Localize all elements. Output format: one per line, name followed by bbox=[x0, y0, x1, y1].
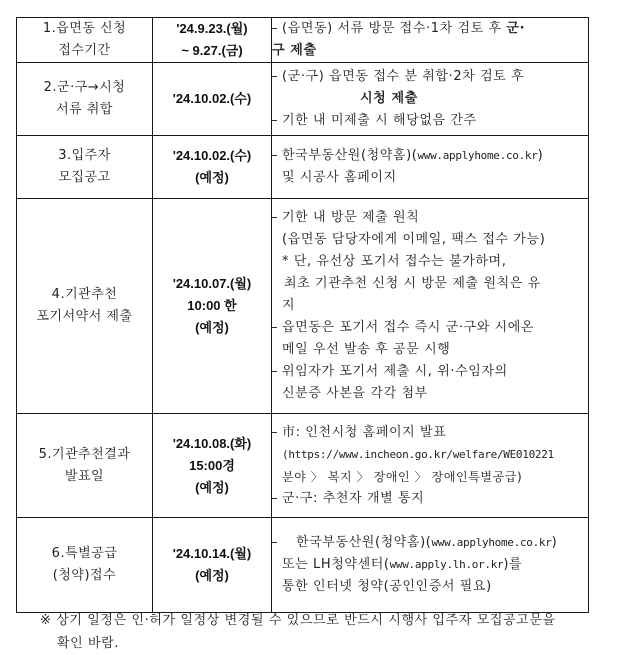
date-line: (예정) bbox=[195, 479, 229, 495]
content-text: 한국부동산원(청약홈)( bbox=[296, 535, 432, 550]
content-text: (읍면동) 서류 방문 접수·1차 검토 후 bbox=[282, 21, 507, 36]
content-line: 지 bbox=[282, 298, 296, 313]
date-line: '24.10.02.(수) bbox=[172, 91, 252, 106]
stage-line: 접수기간 bbox=[58, 43, 111, 58]
content-line: 市: 인천시청 홈페이지 발표 bbox=[272, 422, 588, 444]
date-line: '24.10.14.(월) bbox=[172, 546, 252, 561]
content-line bbox=[272, 532, 588, 554]
content-text: ) bbox=[551, 535, 558, 550]
date-line: (예정) bbox=[195, 568, 229, 583]
content-line: 기한 내 방문 제출 원칙 bbox=[272, 207, 588, 229]
content-text: ) bbox=[537, 148, 544, 163]
content-line: 최초 기관추천 신청 시 방문 제출 원칙은 유 bbox=[284, 276, 541, 291]
stage-line: 5.기관추천결과 bbox=[38, 446, 131, 462]
content-cell bbox=[272, 199, 589, 414]
stage-line: 발표일 bbox=[64, 468, 105, 484]
stage-line: 6.특별공급 bbox=[51, 546, 118, 561]
date-line: 10:00 한 bbox=[187, 298, 237, 313]
footnote bbox=[40, 609, 600, 655]
stage-cell bbox=[17, 414, 153, 518]
content-cell bbox=[272, 518, 589, 613]
content-line: * 단, 유선상 포기서 접수는 불가하며, bbox=[282, 254, 507, 269]
stage-cell bbox=[17, 518, 153, 613]
applyhome-url: www.applyhome.co.kr bbox=[417, 149, 538, 162]
date-cell bbox=[153, 18, 272, 63]
content-line: 통한 인터넷 청약(공인인증서 필요) bbox=[282, 579, 492, 594]
content-line: (군·구) 읍면동 접수 분 취합·2차 검토 후 bbox=[272, 66, 588, 88]
table-row bbox=[17, 199, 589, 414]
date-line: (예정) bbox=[195, 320, 229, 335]
stage-line: 4.기관추천 bbox=[51, 287, 118, 302]
date-line: '24.10.02.(수) bbox=[172, 148, 252, 163]
date-cell bbox=[153, 199, 272, 414]
stage-cell bbox=[17, 136, 153, 199]
stage-line: (청약)접수 bbox=[52, 568, 117, 583]
content-line: 군·구: 추천자 개별 통지 bbox=[272, 488, 588, 510]
table-row bbox=[17, 136, 589, 199]
content-text: 한국부동산원(청약홈)( bbox=[282, 148, 418, 163]
date-line: (예정) bbox=[195, 170, 229, 185]
content-line: 신분증 사본을 각각 첨부 bbox=[282, 386, 428, 401]
content-line bbox=[272, 18, 588, 40]
table-row bbox=[17, 518, 589, 613]
footnote-line: ※ 상기 일정은 인·허가 일정상 변경될 수 있으므로 반드시 시행사 입주자 모집공고문을 bbox=[40, 613, 556, 628]
table-row bbox=[17, 63, 589, 136]
content-line: 및 시공사 홈페이지 bbox=[282, 170, 397, 185]
schedule-table bbox=[16, 17, 589, 613]
content-line: 읍면동은 포기서 접수 즉시 군·구와 시에온 bbox=[272, 317, 588, 339]
content-cell bbox=[272, 414, 589, 518]
stage-line: 1.읍면동 신청 bbox=[42, 21, 127, 36]
content-bold: 군· bbox=[506, 21, 526, 36]
stage-cell bbox=[17, 18, 153, 63]
incheon-url-line: (https://www.incheon.go.kr/welfare/WE010221 bbox=[282, 447, 554, 461]
table-row bbox=[17, 18, 589, 63]
applyhome-url: www.applyhome.co.kr bbox=[431, 536, 552, 549]
date-cell bbox=[153, 63, 272, 136]
date-cell bbox=[153, 518, 272, 613]
content-line: 시청 제출 bbox=[360, 91, 418, 106]
content-text: 또는 LH청약센터( bbox=[282, 557, 390, 572]
content-line: 기한 내 미제출 시 해당없음 간주 bbox=[272, 110, 588, 132]
stage-line: 모집공고 bbox=[58, 170, 111, 185]
date-line: 15:00경 bbox=[189, 457, 235, 473]
date-cell bbox=[153, 136, 272, 199]
content-cell bbox=[272, 18, 589, 63]
date-line: '24.10.08.(화) bbox=[172, 435, 252, 451]
content-line: 위임자가 포기서 제출 시, 위·수임자의 bbox=[272, 361, 588, 383]
date-line: '24.9.23.(월) bbox=[176, 21, 248, 36]
stage-cell bbox=[17, 199, 153, 414]
content-cell bbox=[272, 136, 589, 199]
content-line bbox=[272, 145, 588, 167]
content-line: 구 제출 bbox=[272, 43, 317, 58]
date-line: ~ 9.27.(금) bbox=[181, 43, 243, 58]
lh-url: www.apply.lh.or.kr bbox=[389, 558, 504, 571]
stage-line: 포기서약서 제출 bbox=[36, 309, 133, 324]
stage-line: 3.입주자 bbox=[58, 148, 111, 163]
content-text: )를 bbox=[503, 557, 523, 572]
date-cell bbox=[153, 414, 272, 518]
content-line: (읍면동 담당자에게 이메일, 팩스 접수 가능) bbox=[282, 232, 546, 247]
content-cell bbox=[272, 63, 589, 136]
stage-line: 2.군·구→시청 bbox=[43, 80, 126, 95]
table-row bbox=[17, 414, 589, 518]
date-line: '24.10.07.(월) bbox=[172, 276, 252, 291]
footnote-line: 확인 바람. bbox=[57, 636, 120, 651]
content-line: 메일 우선 발송 후 공문 시행 bbox=[282, 342, 451, 357]
stage-line: 서류 취합 bbox=[56, 102, 113, 117]
content-line bbox=[272, 554, 588, 576]
stage-cell bbox=[17, 63, 153, 136]
content-line: 분야 〉 복지 〉 장애인 〉 장애인특별공급) bbox=[282, 469, 523, 484]
